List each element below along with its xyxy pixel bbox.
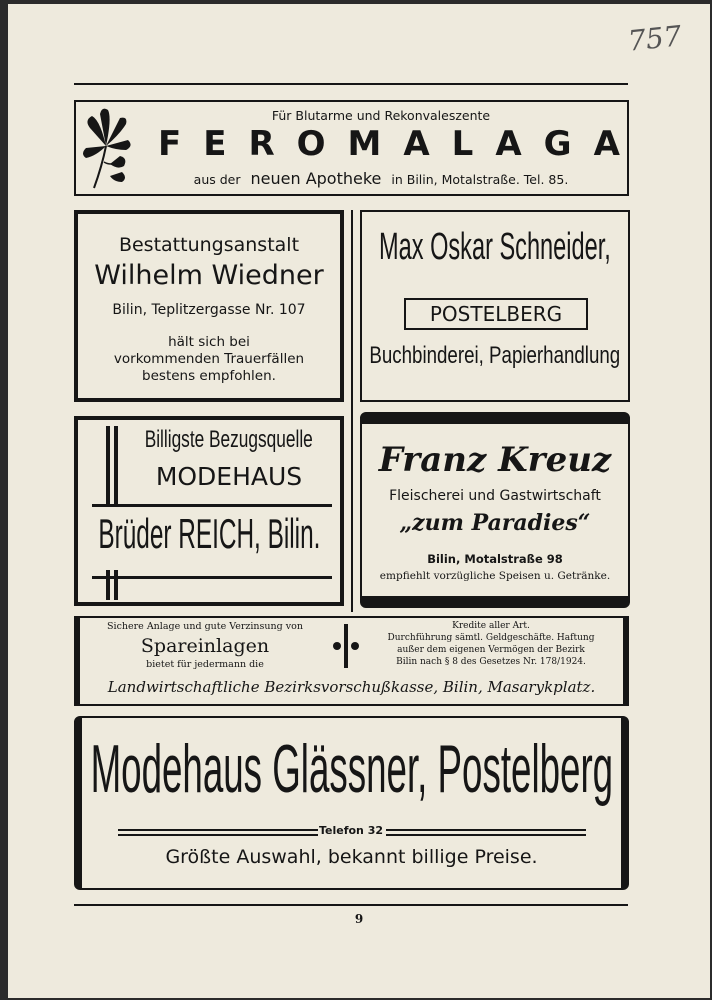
feromalaga-pharmacy: neuen Apotheke [250,169,382,188]
schneider-name: Max Oskar Schneider, [379,226,611,268]
vk-right2: Durchführung sämtl. Geldgeschäfte. Haftung [387,633,595,643]
schneider-place: POSTELBERG [404,298,588,330]
vk-bottom: Landwirtschaftliche Bezirksvorschußkasse, Bilin, Masarykplatz. [107,678,596,696]
page [8,4,710,998]
vk-right3: außer dem eigenen Vermögen der Bezirk [397,645,585,655]
kreuz-inn: „zum Paradies“ [399,510,591,536]
reich-line1: Billigste Bezugsquelle [144,426,314,453]
schneider-trade-wrap [362,342,628,382]
reich-line1-wrap [118,426,340,460]
ad-kreuz [360,412,630,608]
vk-right1: Kredite aller Art. [452,621,530,631]
reich-rule-bottom [92,576,332,579]
feromalaga-address [136,169,626,188]
feromalaga-brand: FEROMALAGA [158,124,642,164]
reich-name: Brüder REICH, Bilin. [97,510,321,557]
ad-schneider [360,210,630,402]
vk-left2: Spareinlagen [140,635,270,657]
schneider-trade: Buchbinderei, Papierhandlung [369,342,621,369]
wiedner-text2: vorkommenden Trauerfällen [113,351,305,367]
vk-left1: Sichere Anlage und gute Verzinsung von [107,621,303,632]
glaessner-name-wrap [82,730,621,822]
kreuz-text: empfiehlt vorzügliche Speisen u. Getränke. [379,570,611,582]
glaessner-rule-right-a [386,829,586,831]
bottom-rule [74,904,628,906]
ad-reich [74,416,344,606]
feromalaga-address-c: in Bilin, Motalstraße. Tel. 85. [391,172,569,187]
glaessner-rule-left-b [118,834,318,836]
divider-ornament-icon [332,624,360,668]
ad-wiedner [74,210,344,402]
reich-bar-bottom2 [114,570,118,600]
leaf-ornament-icon [80,106,132,192]
wiedner-text3: bestens empfohlen. [142,368,276,384]
wiedner-heading: Bestattungsanstalt [118,234,300,256]
feromalaga-address-a: aus der [193,172,241,187]
ad-feromalaga [74,100,642,196]
vk-left3: bietet für jedermann die [146,659,264,670]
handwritten-page-mark: 757 [626,19,684,58]
ad-vorschusskasse [74,616,629,706]
vk-right4: Bilin nach § 8 des Gesetzes Nr. 178/1924. [396,657,586,667]
wiedner-name: Wilhelm Wiedner [94,260,324,291]
kreuz-name: Franz Kreuz [378,440,612,480]
reich-name-wrap [78,510,340,570]
wiedner-text1: hält sich bei [168,334,250,350]
column-divider [351,210,353,612]
reich-bar-bottom [106,570,110,600]
ad-glaessner [74,716,629,890]
glaessner-slogan: Größte Auswahl, bekannt billige Preise. [165,846,538,868]
top-rule [74,83,628,85]
glaessner-name: Modehaus Glässner, Postelberg [90,731,613,807]
glaessner-rule-left-a [118,829,318,831]
kreuz-address: Bilin, Motalstraße 98 [427,552,563,566]
wiedner-address: Bilin, Teplitzergasse Nr. 107 [112,302,306,318]
feromalaga-tagline: Für Blutarme und Rekonvaleszente [271,108,491,123]
glaessner-rule-right-b [386,834,586,836]
schneider-name-wrap [362,226,628,286]
reich-line2: MODEHAUS [155,462,303,491]
reich-rule-top [92,504,332,507]
reich-bar-left [106,426,110,506]
page-number: 9 [354,912,364,926]
kreuz-trade: Fleischerei und Gastwirtschaft [389,488,601,504]
glaessner-phone: Telefon 32 [318,824,384,837]
